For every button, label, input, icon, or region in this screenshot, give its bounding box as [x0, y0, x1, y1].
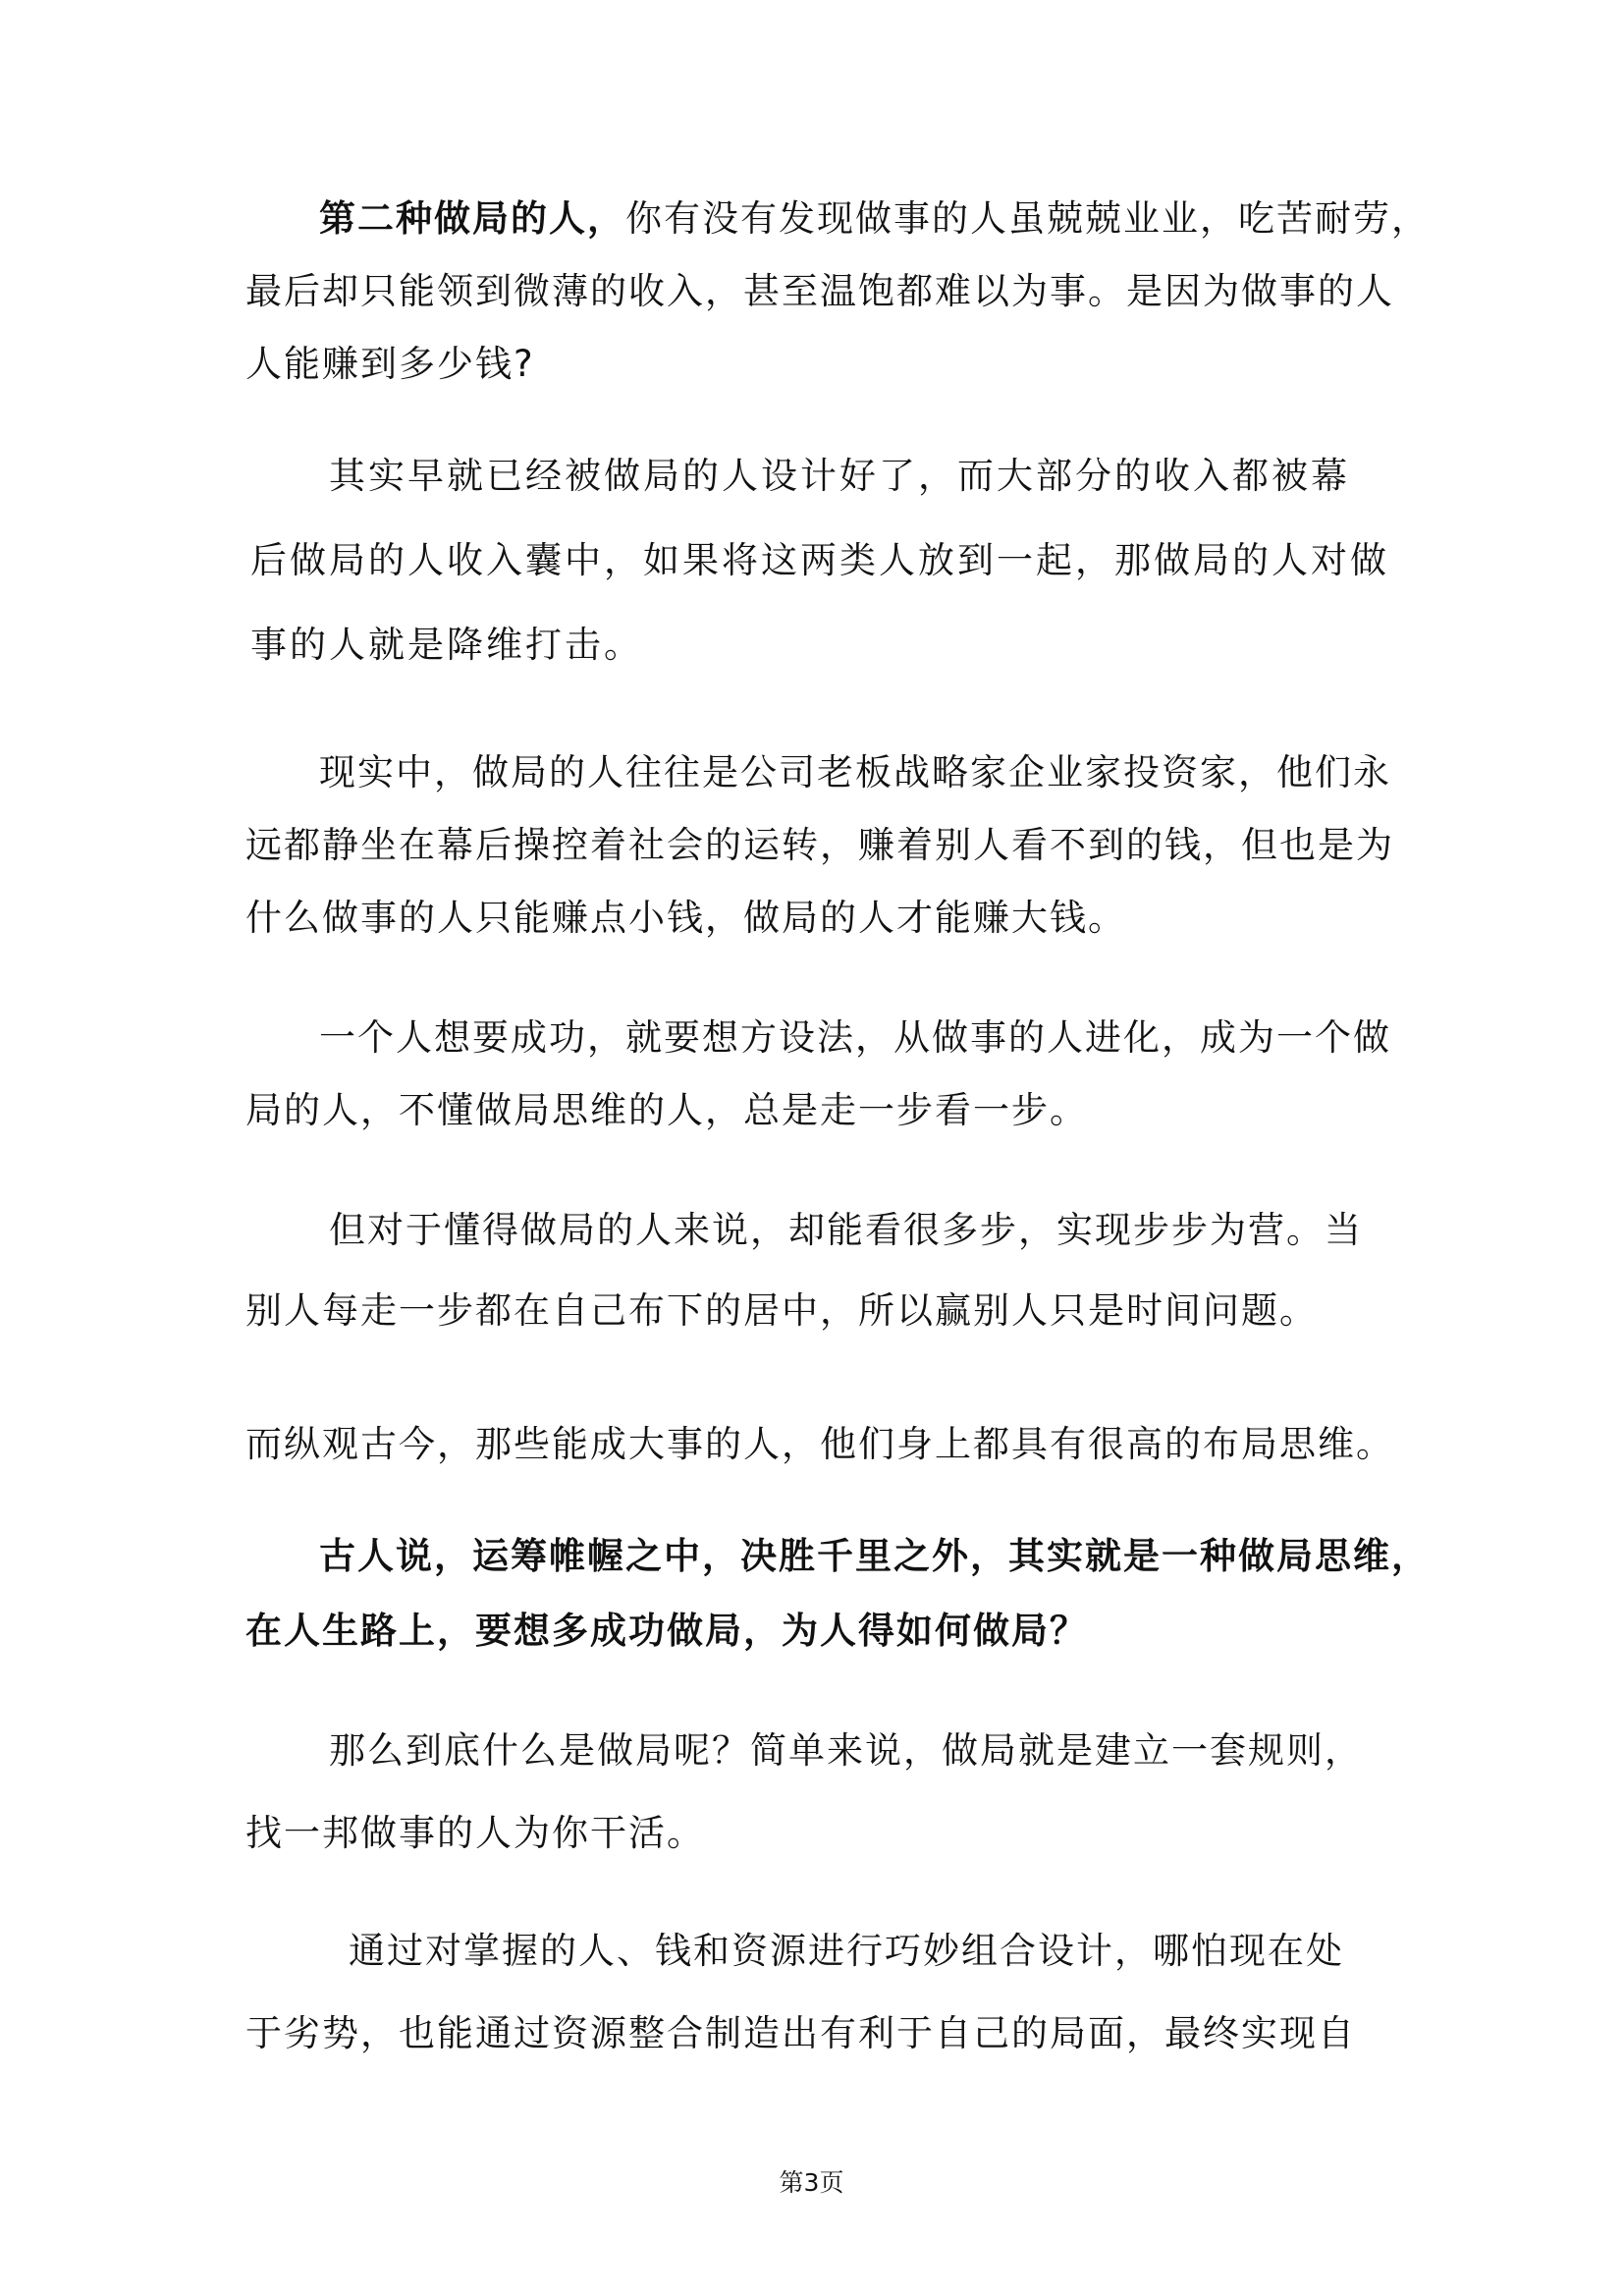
- paragraph-3-line-1: 现实中，做局的人往往是公司老板战略家企业家投资家，他们永: [319, 751, 1391, 793]
- paragraph-7-line-1: 古人说，运筹帷幄之中，决胜千里之外，其实就是一种做局思维，: [319, 1535, 1430, 1577]
- paragraph-9-line-1: 通过对掌握的人、钱和资源进行巧妙组合设计，哪怕现在处: [349, 1930, 1344, 1972]
- paragraph-2-line-1: 其实早就已经被做局的人设计好了，而大部分的收入都被幕: [329, 455, 1350, 497]
- bold-lead: 第二种做局的人，: [319, 197, 625, 240]
- paragraph-8-line-1: 那么到底什么是做局呢？简单来说，做局就是建立一套规则，: [329, 1729, 1363, 1772]
- paragraph-2-line-2: 后做局的人收入囊中，如果将这两类人放到一起，那做局的人对做: [250, 539, 1389, 581]
- paragraph-9-line-2: 于劣势，也能通过资源整合制造出有利于自己的局面，最终实现自: [245, 2012, 1356, 2054]
- paragraph-4-line-2: 局的人，不懂做局思维的人，总是走一步看一步。: [245, 1089, 1088, 1131]
- paragraph-8-line-2: 找一邦做事的人为你干活。: [245, 1812, 705, 1854]
- paragraph-1-line-2: 最后却只能领到微薄的收入，甚至温饱都难以为事。是因为做事的人: [245, 270, 1394, 312]
- page-number: 第3页: [779, 2168, 844, 2197]
- paragraph-4-line-1: 一个人想要成功，就要想方设法，从做事的人进化，成为一个做: [319, 1016, 1391, 1059]
- paragraph-3-line-2: 远都静坐在幕后操控着社会的运转，赚着别人看不到的钱，但也是为: [245, 824, 1394, 866]
- paragraph-1-line-1: 第二种做局的人，你有没有发现做事的人虽兢兢业业，吃苦耐劳，: [319, 197, 1430, 240]
- paragraph-5-line-1: 但对于懂得做局的人来说，却能看很多步，实现步步为营。当: [329, 1209, 1363, 1251]
- paragraph-1-line-3: 人能赚到多少钱?: [245, 343, 535, 385]
- paragraph-3-line-3: 什么做事的人只能赚点小钱，做局的人才能赚大钱。: [245, 897, 1126, 939]
- paragraph-5-line-2: 别人每走一步都在自己布下的居中，所以赢别人只是时间问题。: [245, 1289, 1318, 1332]
- paragraph-6-line-1: 而纵观古今，那些能成大事的人，他们身上都具有很高的布局思维。: [245, 1423, 1394, 1465]
- paragraph-2-line-3: 事的人就是降维打击。: [250, 624, 643, 666]
- paragraph-7-line-2: 在人生路上，要想多成功做局，为人得如何做局？: [245, 1610, 1088, 1652]
